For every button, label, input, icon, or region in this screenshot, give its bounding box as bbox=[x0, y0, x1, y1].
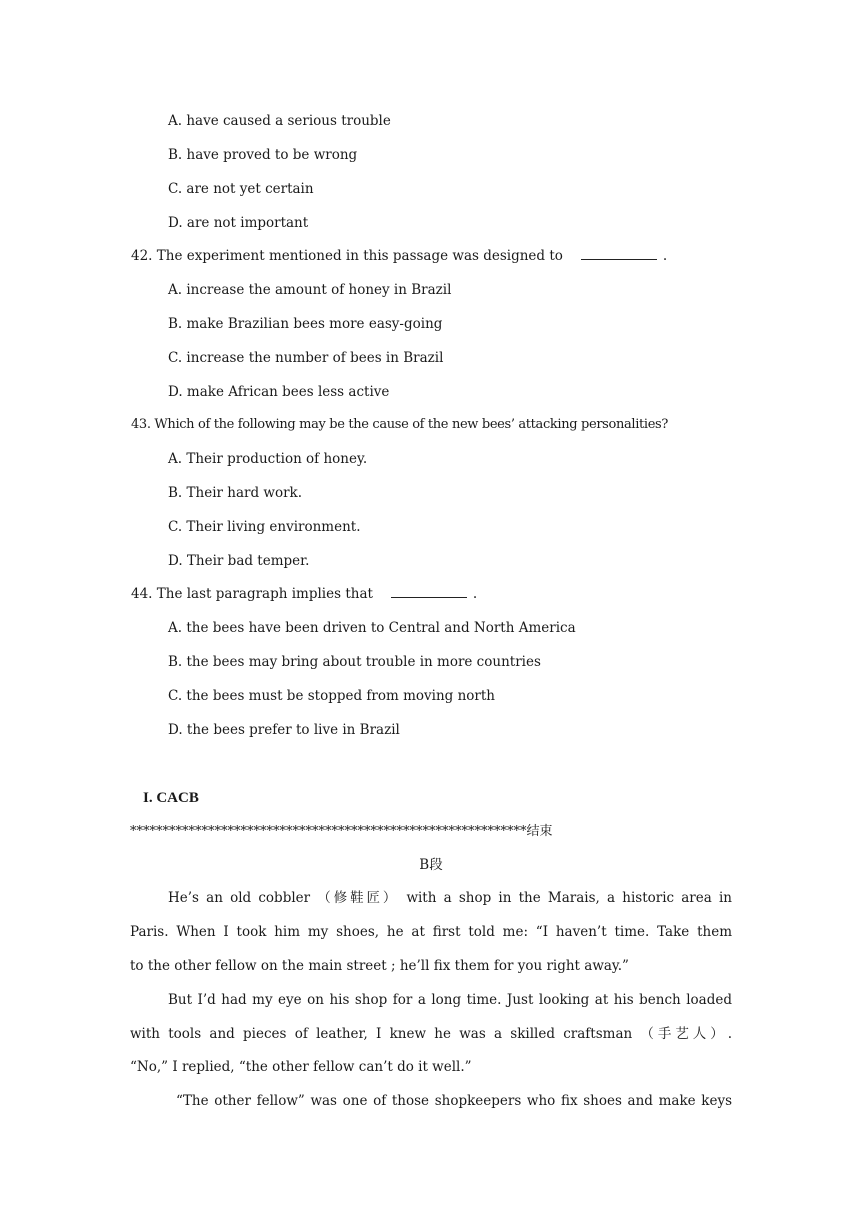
q44-option-a: A. the bees have been driven to Central and North America bbox=[168, 620, 576, 636]
answer-blank bbox=[581, 247, 657, 260]
q42-stem: 42. The experiment mentioned in this passage was designed to . bbox=[131, 248, 668, 264]
passage-line-7: “The other fellow” was one of those shopkeepers who fix shoes and make keys bbox=[176, 1093, 732, 1109]
q43-stem: 43. Which of the following may be the cause of the new bees’ attacking personalities? bbox=[131, 417, 668, 432]
answer-blank bbox=[391, 585, 467, 598]
q43-option-b: B. Their hard work. bbox=[168, 485, 302, 501]
section-title: B段 bbox=[419, 857, 443, 873]
q44-stem: 44. The last paragraph implies that . bbox=[131, 586, 478, 602]
passage-line-1: He’s an old cobbler （修鞋匠） with a shop in the Marais, a historic area in bbox=[168, 890, 732, 906]
passage-line-5: with tools and pieces of leather, I knew he was a skilled craftsman （手艺人）. bbox=[130, 1026, 732, 1042]
passage-line-2: Paris. When I took him my shoes, he at first told me: “I haven’t time. Take them bbox=[130, 924, 732, 940]
q44-option-d: D. the bees prefer to live in Brazil bbox=[168, 722, 400, 738]
passage-line-3: to the other fellow on the main street ; he’ll fix them for you right away.” bbox=[130, 958, 629, 974]
q41-option-c: C. are not yet certain bbox=[168, 181, 314, 197]
q42-option-d: D. make African bees less active bbox=[168, 384, 390, 400]
q43-option-c: C. Their living environment. bbox=[168, 519, 361, 535]
answer-key: I. CACB bbox=[143, 790, 199, 806]
separator-line: *************************************************************结束 bbox=[130, 824, 553, 839]
q42-option-a: A. increase the amount of honey in Brazil bbox=[168, 282, 452, 298]
q41-option-d: D. are not important bbox=[168, 215, 309, 231]
q43-option-a: A. Their production of honey. bbox=[168, 451, 368, 467]
q41-option-b: B. have proved to be wrong bbox=[168, 147, 358, 163]
q42-option-c: C. increase the number of bees in Brazil bbox=[168, 350, 444, 366]
q43-option-d: D. Their bad temper. bbox=[168, 553, 310, 569]
q41-option-a: A. have caused a serious trouble bbox=[168, 113, 391, 129]
q44-option-c: C. the bees must be stopped from moving north bbox=[168, 688, 495, 704]
q42-option-b: B. make Brazilian bees more easy-going bbox=[168, 316, 443, 332]
q44-option-b: B. the bees may bring about trouble in more countries bbox=[168, 654, 541, 670]
passage-line-4: But I’d had my eye on his shop for a long time. Just looking at his bench loaded bbox=[168, 992, 732, 1008]
passage-line-6: “No,” I replied, “the other fellow can’t do it well.” bbox=[130, 1059, 472, 1075]
